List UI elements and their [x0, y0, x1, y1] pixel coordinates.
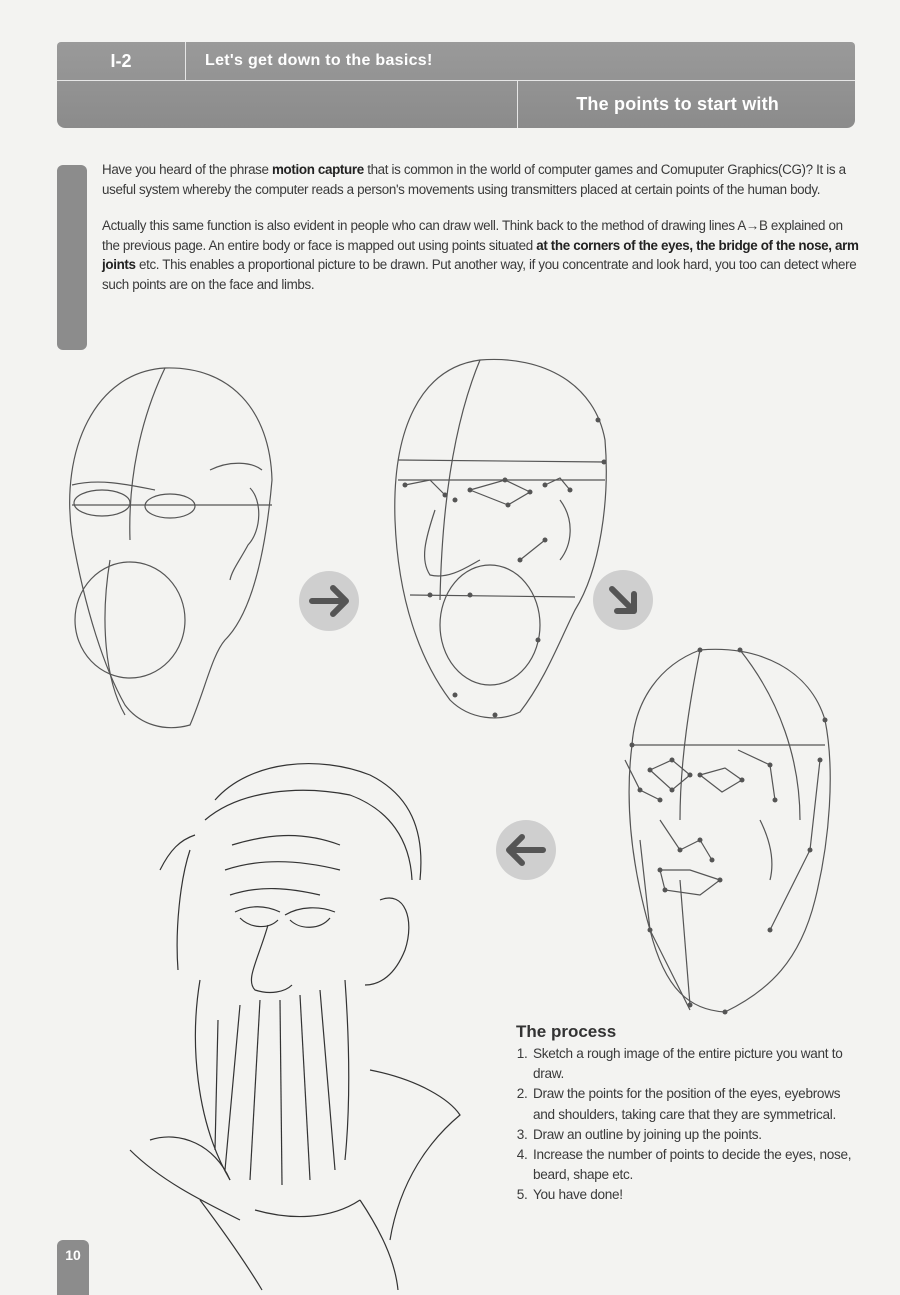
finished-drawing	[130, 764, 460, 1290]
emphasis-text: at the corners of the eyes, the bridge of the nose, arm joints	[102, 237, 859, 272]
process-step: 4. Increase the number of points to decide the eyes, nose, beard, shape etc.	[531, 1145, 856, 1185]
process-step: 2. Draw the points for the position of the eyes, eyebrows and shoulders, taking care that they are symmetrical.	[531, 1084, 856, 1124]
section-title: The points to start with	[576, 94, 779, 114]
chapter-title: Let's get down to the basics!	[205, 52, 433, 69]
process-box	[516, 1022, 856, 1206]
chapter-number: I-2	[110, 51, 132, 71]
page-number: 10	[57, 1240, 89, 1295]
arrow-right-icon	[299, 571, 359, 631]
process-steps	[516, 1044, 856, 1206]
arrow-left-icon	[496, 820, 556, 880]
text-run: etc. This enables a proportional picture to be drawn. Put another way, if you concentrate and look hard, you too can detect where such points are on the face and limbs.	[102, 257, 857, 292]
process-step: 3. Draw an outline by joining up the points.	[531, 1125, 856, 1145]
text-run: Actually this same function is also evident in people who can draw well. Think back to the method of drawing lines A→B explained on the previous page. An entire body or face is mapped out using points situated	[102, 218, 843, 253]
text-run: that is common in the world of computer games and Comuputer Graphics(CG)? It is a useful system whereby the computer reads a person's movements using transmitters placed at certain points of the human body.	[102, 162, 846, 197]
process-title: The process	[516, 1022, 617, 1041]
arrow-down-right-icon	[593, 570, 653, 630]
process-step: 5. You have done!	[531, 1185, 856, 1205]
text-run: Have you heard of the phrase	[102, 162, 272, 177]
sketch-head-connected	[625, 648, 830, 1015]
sketch-head-points	[395, 359, 607, 717]
process-step: 1. Sketch a rough image of the entire picture you want to draw.	[531, 1044, 856, 1084]
sketch-head-construction	[70, 368, 272, 728]
emphasis-text: motion capture	[272, 162, 364, 177]
